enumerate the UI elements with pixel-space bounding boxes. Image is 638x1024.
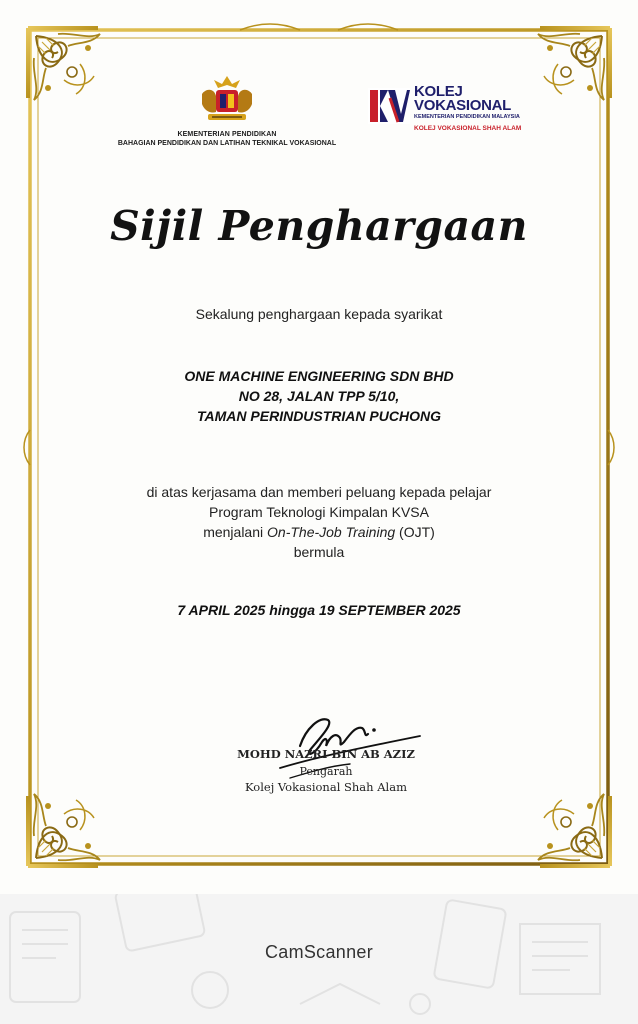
body-line-2: Program Teknologi Kimpalan KVSA [209,504,429,520]
kv-mark-icon [368,86,410,126]
body-line-3-prefix: menjalani [203,524,268,540]
kv-name-line-1: KOLEJ [414,83,463,100]
kv-name-line-2: VOKASIONAL [414,97,512,114]
certificate-title: Sijil Penghargaan [110,202,528,250]
company-name: ONE MACHINE ENGINEERING SDN BHD [184,368,454,384]
company-block [0,366,638,426]
body-line-3 [0,522,638,542]
ministry-line-2: BAHAGIAN PENDIDIKAN DAN LATIHAN TEKNIKAL VOKASIONAL [117,140,337,147]
camscanner-label: CamScanner [264,942,374,962]
company-address-line-2: TAMAN PERINDUSTRIAN PUCHONG [197,408,441,424]
ministry-header [112,74,342,148]
certificate-intro: Sekalung penghargaan kepada syarikat [195,306,443,322]
certificate-body [0,482,638,562]
kolej-vokasional-logo [366,84,536,140]
signatory-organisation: Kolej Vokasional Shah Alam [245,780,407,794]
kv-campus-label: KOLEJ VOKASIONAL SHAH ALAM [414,125,522,132]
body-line-3-italic: On-The-Job Training [267,524,396,540]
company-address-line-1: NO 28, JALAN TPP 5/10, [238,388,400,404]
kv-ministry-label: KEMENTERIAN PENDIDIKAN MALAYSIA [414,114,520,120]
scanner-footer [0,894,638,1024]
ministry-line-1: KEMENTERIAN PENDIDIKAN [177,131,277,138]
body-line-3-suffix: (OJT) [395,524,435,540]
signatory-role: Pengarah [299,765,353,778]
signatory-name: MOHD NAZRI BIN AB AZIZ [237,747,415,761]
coat-of-arms-logo [196,74,258,126]
body-line-1: di atas kerjasama dan memberi peluang kepada pelajar [146,484,492,500]
body-line-4: bermula [293,544,345,560]
training-dates: 7 APRIL 2025 hingga 19 SEPTEMBER 2025 [177,602,461,618]
